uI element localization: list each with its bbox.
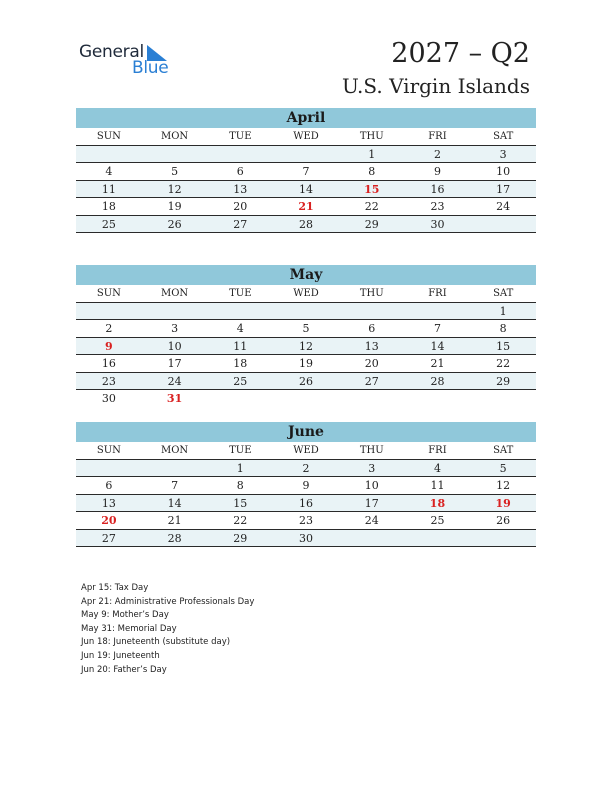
weekday-label: WED	[293, 288, 319, 299]
week-row	[76, 146, 536, 164]
day-cell: 7	[302, 165, 310, 178]
day-cell: 15	[364, 182, 380, 196]
generalblue-logo	[79, 42, 189, 78]
month-june	[76, 422, 536, 547]
month-april	[76, 108, 536, 233]
day-cell: 20	[101, 514, 117, 527]
day-cell: 24	[364, 514, 379, 527]
empty-day-cell	[76, 460, 142, 477]
empty-day-cell	[273, 303, 339, 320]
month-header: June	[76, 422, 536, 442]
day-cell: 18	[101, 200, 116, 213]
holiday-note: Apr 15: Tax Day	[81, 583, 149, 593]
day-cell: 17	[364, 496, 379, 510]
day-cell: 12	[299, 339, 314, 353]
empty-day-cell	[339, 390, 405, 408]
day-cell: 11	[233, 339, 248, 353]
weekday-label: THU	[359, 131, 384, 142]
day-cell: 18	[233, 357, 248, 370]
weekday-label: THU	[359, 288, 384, 299]
day-cell: 8	[368, 165, 376, 178]
day-cell: 30	[299, 531, 314, 545]
weekday-label: FRI	[428, 131, 447, 142]
weekday-row	[76, 285, 536, 303]
day-cell: 23	[299, 514, 314, 527]
week-row	[76, 320, 536, 338]
week-row	[76, 163, 536, 181]
weekday-label: THU	[359, 445, 384, 456]
day-cell: 26	[299, 374, 314, 388]
page-subtitle: U.S. Virgin Islands	[342, 74, 530, 98]
day-cell: 22	[233, 514, 248, 527]
day-cell: 21	[167, 514, 182, 527]
day-cell: 15	[233, 496, 248, 510]
logo-general-text: General	[79, 42, 144, 62]
day-cell: 10	[364, 479, 379, 492]
weekday-label: MON	[160, 288, 189, 299]
day-cell: 21	[430, 357, 445, 370]
day-cell: 29	[364, 217, 379, 231]
day-cell: 5	[302, 322, 310, 335]
day-cell: 28	[430, 374, 445, 388]
day-cell: 20	[233, 200, 248, 213]
weekday-label: TUE	[229, 288, 252, 299]
day-cell: 25	[233, 374, 248, 388]
day-cell: 16	[101, 357, 116, 370]
empty-day-cell	[207, 390, 273, 408]
empty-day-cell	[470, 216, 536, 233]
empty-day-cell	[470, 530, 536, 547]
holiday-note: Jun 18: Juneteenth (substitute day)	[81, 637, 231, 648]
day-cell: 9	[433, 165, 441, 178]
day-cell: 5	[499, 461, 507, 475]
week-row	[76, 495, 536, 513]
empty-day-cell	[76, 303, 142, 320]
day-cell: 6	[368, 322, 376, 335]
day-cell: 18	[429, 496, 446, 510]
day-cell: 24	[496, 200, 511, 213]
holiday-note: Apr 21: Administrative Professionals Day	[81, 596, 255, 607]
month-may	[76, 265, 536, 408]
day-cell: 7	[171, 479, 179, 492]
day-cell: 25	[430, 514, 445, 527]
week-row	[76, 216, 536, 234]
weekday-label: WED	[293, 445, 319, 456]
holiday-note: May 9: Mother’s Day	[81, 610, 169, 621]
day-cell: 8	[236, 479, 244, 492]
day-cell: 26	[496, 514, 511, 527]
day-cell: 4	[105, 165, 113, 178]
weekday-label: FRI	[428, 288, 447, 299]
day-cell: 28	[299, 217, 314, 231]
day-cell: 30	[430, 217, 445, 231]
empty-day-cell	[339, 303, 405, 320]
empty-day-cell	[339, 530, 405, 547]
weekday-label: SUN	[96, 131, 121, 142]
weekday-label: MON	[160, 445, 189, 456]
day-cell: 2	[433, 147, 441, 161]
day-cell: 29	[233, 531, 248, 545]
empty-day-cell	[142, 303, 208, 320]
weekday-label: TUE	[229, 131, 252, 142]
day-cell: 6	[236, 165, 244, 178]
day-cell: 17	[496, 182, 511, 196]
day-cell: 26	[167, 217, 182, 231]
weekday-label: SAT	[493, 131, 514, 142]
day-cell: 22	[364, 200, 379, 213]
week-row	[76, 390, 536, 408]
day-cell: 10	[167, 339, 182, 353]
day-cell: 14	[430, 339, 445, 353]
month-header: May	[76, 265, 536, 285]
day-cell: 11	[101, 182, 116, 196]
weekday-label: SAT	[493, 445, 514, 456]
week-row	[76, 477, 536, 495]
empty-day-cell	[207, 303, 273, 320]
empty-day-cell	[470, 390, 536, 408]
day-cell: 15	[496, 339, 511, 353]
day-cell: 22	[496, 357, 511, 370]
day-cell: 30	[101, 392, 116, 405]
weekday-label: SAT	[493, 288, 514, 299]
empty-day-cell	[273, 390, 339, 408]
day-cell: 31	[166, 392, 183, 405]
page-title: 2027 – Q2	[391, 38, 530, 69]
day-cell: 13	[233, 182, 248, 196]
day-cell: 9	[105, 339, 113, 353]
weekday-row	[76, 442, 536, 460]
day-cell: 14	[167, 496, 182, 510]
day-cell: 3	[171, 322, 179, 335]
day-cell: 19	[495, 496, 511, 510]
day-cell: 23	[101, 374, 116, 388]
day-cell: 11	[430, 479, 445, 492]
week-row	[76, 512, 536, 530]
day-cell: 8	[499, 322, 507, 335]
week-row	[76, 303, 536, 321]
day-cell: 28	[167, 531, 182, 545]
day-cell: 12	[496, 479, 511, 492]
day-cell: 7	[433, 322, 441, 335]
day-cell: 20	[364, 357, 379, 370]
empty-day-cell	[76, 146, 142, 163]
day-cell: 13	[364, 339, 379, 353]
day-cell: 2	[302, 461, 310, 475]
empty-day-cell	[405, 390, 471, 408]
weekday-label: SUN	[96, 288, 121, 299]
day-cell: 25	[101, 217, 116, 231]
week-row	[76, 355, 536, 373]
day-cell: 24	[167, 374, 182, 388]
empty-day-cell	[405, 303, 471, 320]
empty-day-cell	[273, 146, 339, 163]
day-cell: 14	[299, 182, 314, 196]
day-cell: 1	[499, 304, 507, 318]
empty-day-cell	[142, 146, 208, 163]
weekday-label: WED	[293, 131, 319, 142]
day-cell: 16	[430, 182, 445, 196]
day-cell: 5	[171, 165, 179, 178]
week-row	[76, 181, 536, 199]
day-cell: 27	[101, 531, 116, 545]
weekday-label: TUE	[229, 445, 252, 456]
day-cell: 19	[299, 357, 314, 370]
weekday-row	[76, 128, 536, 146]
day-cell: 6	[105, 479, 113, 492]
day-cell: 9	[302, 479, 310, 492]
weekday-label: SUN	[96, 445, 121, 456]
day-cell: 12	[167, 182, 182, 196]
day-cell: 27	[364, 374, 379, 388]
day-cell: 4	[433, 461, 441, 475]
day-cell: 21	[298, 200, 314, 213]
day-cell: 1	[236, 461, 244, 475]
day-cell: 10	[496, 165, 511, 178]
day-cell: 2	[105, 322, 113, 335]
day-cell: 13	[101, 496, 116, 510]
day-cell: 4	[236, 322, 244, 335]
empty-day-cell	[207, 146, 273, 163]
day-cell: 29	[496, 374, 511, 388]
week-row	[76, 338, 536, 356]
day-cell: 1	[368, 147, 376, 161]
week-row	[76, 530, 536, 548]
day-cell: 19	[167, 200, 182, 213]
logo-blue-text: Blue	[132, 58, 169, 78]
empty-day-cell	[142, 460, 208, 477]
day-cell: 3	[368, 461, 376, 475]
holiday-note: Jun 20: Father’s Day	[81, 664, 167, 675]
week-row	[76, 198, 536, 216]
week-row	[76, 373, 536, 391]
weekday-label: MON	[160, 131, 189, 142]
month-header: April	[76, 108, 536, 128]
holiday-notes	[81, 582, 254, 677]
day-cell: 17	[167, 357, 182, 370]
day-cell: 23	[430, 200, 445, 213]
day-cell: 3	[499, 147, 507, 161]
holiday-note: May 31: Memorial Day	[81, 623, 177, 634]
empty-day-cell	[405, 530, 471, 547]
holiday-note: Jun 19: Juneteenth	[81, 650, 160, 661]
weekday-label: FRI	[428, 445, 447, 456]
day-cell: 27	[233, 217, 248, 231]
day-cell: 16	[299, 496, 314, 510]
week-row	[76, 460, 536, 478]
